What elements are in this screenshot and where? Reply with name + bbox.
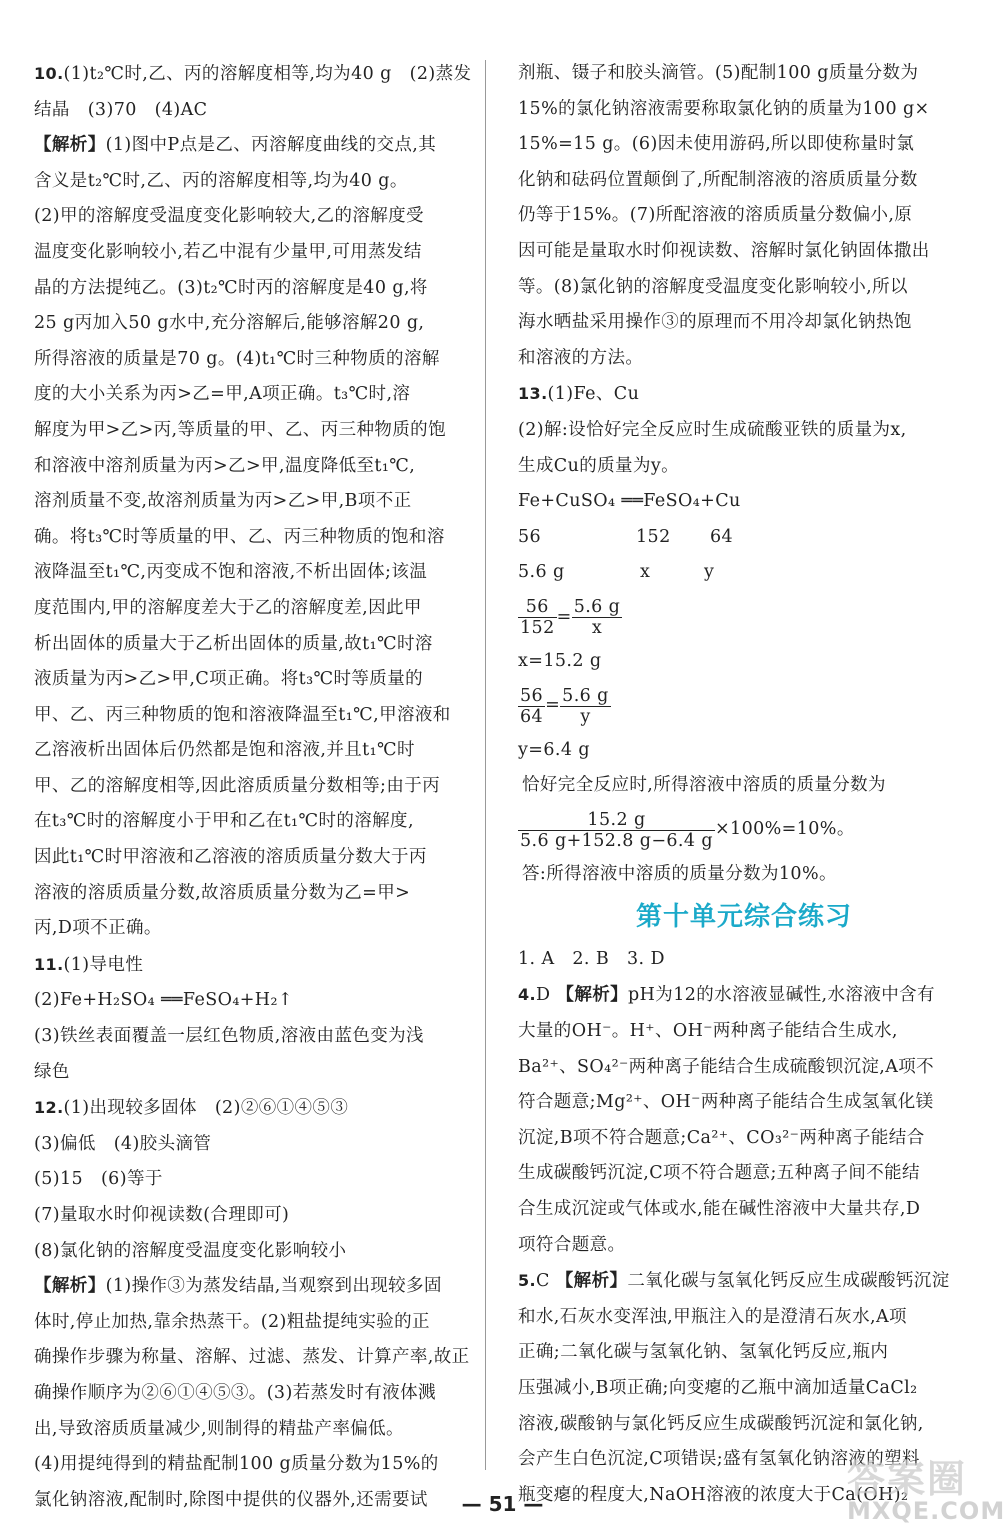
q10-expl-line: 确。将t₃℃时等质量的甲、乙、丙三种物质的饱和溶 (34, 526, 445, 547)
q12-cont-line: 15%的氯化钠溶液需要称取氯化钠的质量为100 g× (518, 98, 930, 119)
q10-expl-line: 所得溶液的质量是70 g。(4)t₁℃时三种物质的溶解 (34, 348, 440, 369)
q10-expl-line: 含义是t₂℃时,乙、丙的溶解度相等,均为40 g。 (34, 170, 408, 191)
mass-fraction-calc (518, 804, 970, 857)
q12-first: (1)出现较多固体 (2)②⑥①④⑤③ (63, 1098, 349, 1119)
q10-expl-line: 丙,D项不正确。 (34, 918, 162, 939)
q12-line: (8)氯化钠的溶解度受温度变化影响较小 (34, 1240, 347, 1261)
q10-expl-line: 溶剂质量不变,故溶剂质量为丙>乙>甲,B项不正 (34, 491, 412, 512)
fraction (518, 810, 715, 851)
q10-expl-line: 温度变化影响较小,若乙中混有少量甲,可用蒸发结 (34, 241, 422, 262)
chemical-equation: Fe+CuSO₄ ══FeSO₄+Cu (518, 491, 741, 512)
q12-cont-line: 15%=15 g。(6)因未使用游码,所以即使称量时氯 (518, 134, 915, 155)
q5-analysis-tag: 【解析】 (555, 1271, 628, 1292)
q4-answer (518, 977, 970, 1014)
q13-first: (1)Fe、Cu (547, 384, 640, 405)
q10-answer-line1: (1)t₂℃时,乙、丙的溶解度相等,均为40 g (2)蒸发 (63, 64, 472, 84)
q13-final-answer: 答:所得溶液中溶质的质量分数为10%。 (522, 863, 837, 884)
mass-fe: 56 (518, 526, 542, 547)
q5-line: 瓶变瘪的程度大,NaOH溶液的浓度大于Ca(OH)₂ (518, 1484, 909, 1505)
q12-answer (34, 1090, 486, 1127)
q5-line: 会产生白色沉淀,C项错误;盛有氢氧化钠溶液的塑料 (518, 1449, 920, 1470)
q5-line: 正确;二氧化碳与氢氧化钠、氢氧化钙反应,瓶内 (518, 1342, 889, 1363)
q10-expl-line: 甲、乙、丙三种物质的饱和溶液降温至t₁℃,甲溶液和 (34, 704, 451, 725)
q10-expl-line: (2)甲的溶解度受温度变化影响较大,乙的溶解度受 (34, 206, 424, 227)
q12-cont-line: 和溶液的方法。 (518, 347, 644, 368)
q4-choice: D (536, 985, 551, 1006)
q5-line: 溶液,碳酸钠与氯化钙反应生成碳酸钙沉淀和氯化钠, (518, 1413, 924, 1434)
q4-analysis-tag: 【解析】 (556, 985, 629, 1006)
q11-answer (34, 947, 486, 984)
q4-line: 沉淀,B项不符合题意;Ca²⁺、CO₃²⁻两种离子能结合 (518, 1127, 925, 1148)
q10-expl-line: (1)图中P点是乙、丙溶解度曲线的交点,其 (105, 135, 437, 156)
frac-num: 56 (520, 685, 544, 706)
fraction (560, 686, 611, 727)
q13-solution-line: 生成Cu的质量为y。 (518, 455, 680, 476)
equals-sign: = (556, 606, 572, 627)
frac-num: 15.2 g (518, 810, 715, 831)
watermark-line1: 答案圈 (847, 1457, 968, 1501)
q12-expl-line: 氯化钠溶液,配制时,除图中提供的仪器外,还需要试 (34, 1489, 428, 1510)
final-statement: 恰好完全反应时,所得溶液中溶质的质量分数为 (522, 775, 886, 796)
fraction (572, 597, 623, 638)
q12-line: (5)15 (6)等于 (34, 1169, 163, 1190)
q10-answer-line2: 结晶 (3)70 (4)AC (34, 99, 208, 120)
q11-line: (2)Fe+H₂SO₄ ══FeSO₄+H₂↑ (34, 990, 293, 1011)
molar-mass-row (518, 520, 970, 556)
q10-analysis-tag: 【解析】 (34, 135, 106, 156)
mass-cu: 64 (710, 526, 734, 547)
q13-answer (518, 376, 970, 413)
q10-expl-line: 因此t₁℃时甲溶液和乙溶液的溶质质量分数大于丙 (34, 847, 427, 868)
mass-feso4: 152 (636, 526, 671, 547)
page-number: — 51 — (461, 1492, 544, 1516)
q12-expl-line: 确操作顺序为②⑥①④⑤③。(3)若蒸发时有液体溅 (34, 1382, 436, 1403)
q10-expl-line: 在t₃℃时的溶解度小于甲和乙在t₁℃时的溶解度, (34, 811, 414, 832)
q12-line: (7)量取水时仰视读数(合理即可) (34, 1205, 290, 1225)
equals-sign: = (545, 695, 561, 716)
fraction (518, 686, 545, 727)
q4-line: pH为12的水溶液显碱性,水溶液中含有 (628, 985, 935, 1006)
q10-expl-line: 析出固体的质量大于乙析出固体的质量,故t₁℃时溶 (34, 633, 433, 654)
q12-explanation (34, 1269, 486, 1305)
q4-line: 项符合题意。 (518, 1234, 626, 1255)
q10-expl-line: 液质量为丙>乙>甲,C项正确。将t₃℃时等质量的 (34, 669, 424, 690)
q5-line: 和水,石灰水变浑浊,甲瓶注入的是澄清石灰水,A项 (518, 1306, 907, 1327)
frac-den: x (591, 617, 603, 638)
frac-num: 5.6 g (573, 596, 621, 617)
q12-number: 12. (34, 1098, 64, 1118)
q5-number: 5. (518, 1271, 537, 1291)
q10-expl-line: 25 g丙加入50 g水中,充分溶解后,能够溶解20 g, (34, 313, 425, 334)
fraction (518, 597, 557, 638)
right-column (518, 56, 970, 1513)
q12-expl-line: 出,导致溶质质量减少,则制得的精盐产率偏低。 (34, 1418, 404, 1439)
q5-choice: C (536, 1271, 550, 1292)
q10-expl-line: 甲、乙的溶解度相等,因此溶质质量分数相等;由于丙 (34, 775, 441, 796)
frac-num: 5.6 g (562, 685, 609, 706)
q4-line: 符合题意;Mg²⁺、OH⁻两种离子能结合生成氢氧化镁 (518, 1092, 934, 1113)
q10-expl-line: 解度为甲>乙>丙,等质量的甲、乙、丙三种物质的饱 (34, 419, 446, 440)
q5-line: 压强减小,B项正确;向变瘪的乙瓶中滴加适量CaCl₂ (518, 1378, 918, 1398)
frac-den: 5.6 g+152.8 g−6.4 g (520, 830, 713, 851)
watermark-line2: MXQE.COM (847, 1497, 1005, 1525)
known-x: x (640, 562, 651, 583)
q12-expl-line: 体时,停止加热,靠余热蒸干。(2)粗盐提纯实验的正 (34, 1311, 430, 1332)
q10-expl-line: 乙溶液析出固体后仍然都是饱和溶液,并且t₁℃时 (34, 740, 415, 761)
q11-line: (1)导电性 (63, 954, 144, 975)
proportion-2 (518, 680, 970, 733)
known-fe: 5.6 g (518, 562, 565, 583)
q13-number: 13. (518, 384, 548, 404)
mc-answers: 1. A 2. B 3. D (518, 948, 665, 969)
q12-expl-line: 确操作步骤为称量、溶解、过滤、蒸发、计算产率,故正 (34, 1347, 470, 1368)
q10-expl-line: 和溶液中溶剂质量为丙>乙>甲,温度降低至t₁℃, (34, 455, 416, 476)
frac-num: 56 (518, 597, 557, 618)
section-title: 第十单元综合练习 (635, 902, 852, 933)
q4-line: Ba²⁺、SO₄²⁻两种离子能结合生成硫酸钡沉淀,A项不 (518, 1056, 935, 1077)
proportion-1 (518, 591, 970, 644)
q4-line: 合生成沉淀或气体或水,能在碱性溶液中大量共存,D (518, 1199, 921, 1220)
q4-line: 生成碳酸钙沉淀,C项不符合题意;五种离子间不能结 (518, 1163, 920, 1184)
q10-expl-line: 溶液的溶质质量分数,故溶质质量分数为乙=甲> (34, 882, 411, 903)
q10-expl-line: 度的大小关系为丙>乙=甲,A项正确。t₃℃时,溶 (34, 384, 411, 405)
q10-expl-line: 晶的方法提纯乙。(3)t₂℃时丙的溶解度是40 g,将 (34, 277, 428, 298)
q10-expl-line: 度范围内,甲的溶解度差大于乙的溶解度差,因此甲 (34, 597, 422, 618)
q10-explanation (34, 128, 486, 164)
q12-line: (3)偏低 (4)胶头滴管 (34, 1133, 212, 1154)
q11-number: 11. (34, 954, 64, 974)
watermark-logo (847, 1448, 1005, 1528)
q4-line: 大量的OH⁻。H⁺、OH⁻两种离子能结合生成水, (518, 1021, 898, 1042)
left-column (34, 56, 486, 1518)
column-divider (485, 60, 486, 1470)
frac-den: 64 (520, 706, 544, 727)
q12-cont-line: 因可能是量取水时仰视读数、溶解时氯化钠固体撒出 (518, 240, 930, 261)
q12-cont-line: 海水晒盐采用操作③的原理而不用冷却氯化钠热饱 (518, 312, 912, 333)
q12-cont-line: 仍等于15%。(7)所配溶液的溶质质量分数偏小,原 (518, 205, 913, 226)
q4-number: 4. (518, 985, 537, 1005)
q10-answer (34, 56, 486, 93)
result-x: x=15.2 g (518, 650, 602, 671)
q5-answer (518, 1263, 970, 1300)
q10-number: 10. (34, 64, 64, 83)
frac-den: 152 (520, 617, 555, 638)
calc-tail: ×100%=10%。 (714, 819, 855, 840)
known-y: y (704, 562, 715, 583)
known-row (518, 555, 970, 591)
q11-line: 绿色 (34, 1061, 70, 1082)
q12-cont-line: 化钠和砝码位置颠倒了,所配制溶液的溶质质量分数 (518, 169, 918, 190)
result-y: y=6.4 g (518, 739, 590, 760)
q11-line: (3)铁丝表面覆盖一层红色物质,溶液由蓝色变为浅 (34, 1026, 424, 1047)
q10-expl-line: 液降温至t₁℃,丙变成不饱和溶液,不析出固体;该温 (34, 562, 428, 583)
q12-cont-line: 剂瓶、镊子和胶头滴管。(5)配制100 g质量分数为 (518, 63, 919, 83)
q12-cont-line: 等。(8)氯化钠的溶解度受温度变化影响较小,所以 (518, 276, 908, 297)
frac-den: y (580, 706, 591, 727)
q5-line: 二氧化碳与氢氧化钙反应生成碳酸钙沉淀 (627, 1271, 950, 1292)
q13-solution-line: (2)解:设恰好完全反应时生成硫酸亚铁的质量为x, (518, 419, 907, 440)
q12-analysis-tag: 【解析】 (34, 1276, 106, 1297)
q12-expl-line: (1)操作③为蒸发结晶,当观察到出现较多固 (105, 1276, 442, 1297)
q12-expl-line: (4)用提纯得到的精盐配制100 g质量分数为15%的 (34, 1454, 439, 1475)
